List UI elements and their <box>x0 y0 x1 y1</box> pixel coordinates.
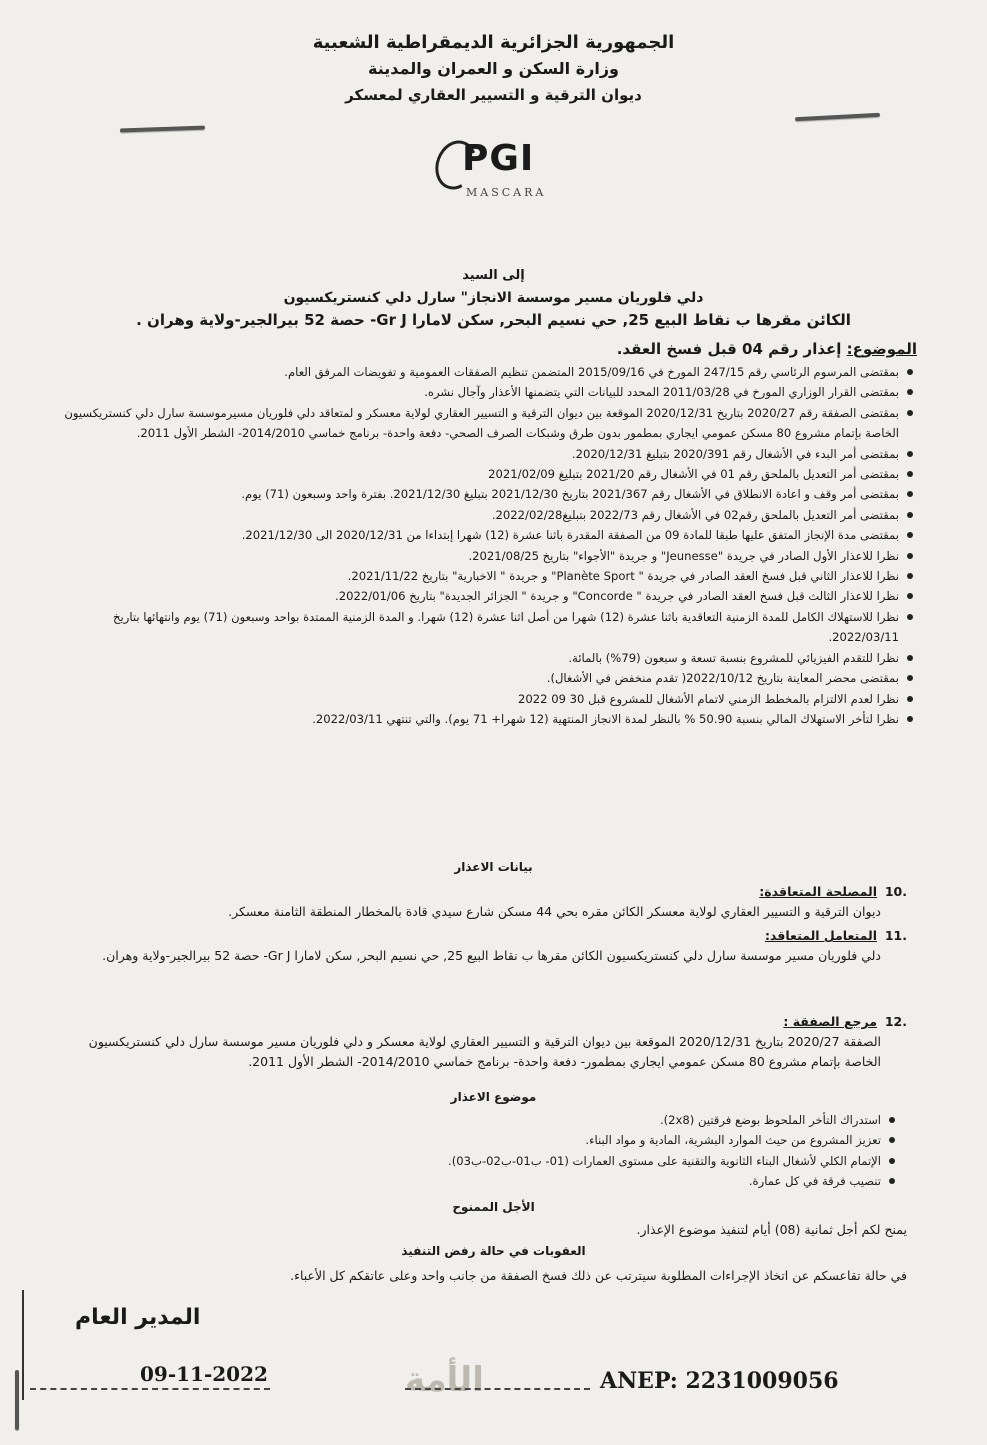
list-item: نظرا للاستهلاك الكامل للمدة الزمنية التعاقدية باثنا عشرة (12) شهرا من أصل اثنا عشرة (12) شهرا. و المدة الزمنية الممتدة بواحد وسبعون (71) يوم وانتهائها بتاريخ 2022/03/11. <box>55 607 915 648</box>
list-item: بمقتضى الصفقة رقم 2020/27 بتاريخ 2020/12/31 الموقعة بين ديوان الترقية و التسيير العقاري لولاية معسكر و لمتعاقد دلي فلوريان مسيرموسسة سارل دلي كنستريكسيون الخاصة بإتمام مشروع 80 مسكن عمومي ايجاري بمطمور بدون طرق وشبكات الصرف الصحي- دفعة واحدة- برنامج خماسي 2014/2010- الشطر الأول 2011. <box>55 403 915 444</box>
section-title: المتعامل المتعاقد: <box>764 928 878 943</box>
penalty-title: العقوبات في حالة رفض التنفيذ <box>401 1244 586 1258</box>
notice-data-title: بيانات الاعذار <box>454 860 533 874</box>
section-contractor <box>57 926 907 966</box>
addressee-block <box>20 265 967 331</box>
signature-title: المدير العام <box>75 1305 201 1330</box>
notice-subject-title: موضوع الاعذار <box>450 1090 537 1104</box>
list-item: بمقتضى أمر التعديل بالملحق رقم02 في الأشغال رقم 2022/73 بتبليغ2022/02/28. <box>55 505 915 525</box>
list-item: تعزيز المشروع من حيث الموارد البشرية، المادية و مواد البناء. <box>77 1130 897 1150</box>
staple-top-right <box>795 113 880 121</box>
section-number: 11. <box>884 928 907 943</box>
anep-number: ANEP: 2231009056 <box>600 1368 839 1394</box>
list-item: بمقتضى أمر التعديل بالملحق رقم 01 في الأشغال رقم 2021/20 بتبليغ 2021/02/09 <box>55 464 915 484</box>
list-item: نظرا لعدم الالتزام بالمخطط الزمني لاتمام الأشغال للمشروع قبل 30 09 2022 <box>55 689 915 709</box>
list-item: استدراك التأخر الملحوظ بوضع فرقتين (2x8). <box>77 1110 897 1130</box>
margin-rule <box>22 1290 24 1400</box>
footer-date: 09-11-2022 <box>140 1362 268 1386</box>
staple-top-left <box>120 126 205 133</box>
section-title: مرجع الصفقة : <box>783 1014 878 1029</box>
subject-label: الموضوع: <box>846 340 917 358</box>
section-number: 12. <box>884 1014 907 1029</box>
deadline-text: يمنح لكم أجل ثمانية (08) أيام لتنفيذ موضوع الإعذار. <box>636 1222 907 1237</box>
letterhead <box>0 30 987 108</box>
list-item: بمقتضى أمر وقف و اعادة الانطلاق في الأشغال رقم 2021/367 بتاريخ 2021/12/30 بتبليغ 2021/12/30. بفترة واحد وسبعون (71) يوم. <box>55 484 915 504</box>
office-title: ديوان الترقية و التسيير العقاري لمعسكر <box>345 86 642 104</box>
section-contract-ref <box>57 1012 907 1072</box>
staple-bottom-left <box>15 1370 19 1430</box>
list-item: بمقتضى أمر البدء في الأشغال رقم 2020/391 بتبليغ 2020/12/31. <box>55 444 915 464</box>
subject-text: إعذار رقم 04 قبل فسخ العقد. <box>616 340 847 358</box>
opgi-logo <box>430 138 600 208</box>
section-body: دلي فلوريان مسير موسسة سارل دلي كنستريكسيون الكائن مقرها ب نقاط البيع 25, حي نسيم البحر, سكن لامارا Gr J- حصة 52 بيرالجير-ولاية وهران. <box>102 948 881 963</box>
addressee-name: دلي فلوريان مسير موسسة الانجاز" سارل دلي كنستريكسيون <box>283 290 704 306</box>
list-item: بمقتضى المرسوم الرئاسي رقم 247/15 المورخ في 2015/09/16 المتضمن تنظيم الصفقات العمومية و تفويضات المرفق العام. <box>55 362 915 382</box>
footer-dashed-line-right <box>405 1388 590 1390</box>
list-item: بمقتضى القرار الوزاري المورخ في 2011/03/28 المحدد للبيانات التي يتضمنها الأعذار وآجال نشره. <box>55 382 915 402</box>
list-item: بمقتضى محضر المعاينة بتاريخ 2022/10/12( تقدم منخفض في الأشغال). <box>55 668 915 688</box>
list-item: نظرا للاعذار الأول الصادر في جريدة "Jeunesse" و جريدة "الأجواء" بتاريخ 2021/08/25. <box>55 546 915 566</box>
republic-title: الجمهورية الجزائرية الديمقراطية الشعبية <box>312 32 675 53</box>
notice-subject-list <box>77 1110 897 1192</box>
penalty-text: في حالة تقاعسكم عن اتخاذ الإجراءات المطلوبة سيترتب عن ذلك فسخ الصفقة من جانب واحد وعلى عاتقكم كل الأعباء. <box>290 1268 907 1283</box>
section-number: 10. <box>884 884 907 899</box>
list-item: نظرا للاعذار الثاني قبل فسخ العقد الصادر في جريدة " Planète Sport" و جريدة " الاخبارية" بتاريخ 2021/11/22. <box>55 566 915 586</box>
section-contracting-service <box>57 882 907 922</box>
ministry-title: وزارة السكن و العمران والمدينة <box>368 59 619 78</box>
list-item: نظرا للاعذار الثالث قبل فسخ العقد الصادر في جريدة " Concorde" و جريدة " الجزائر الجديدة" بتاريخ 2022/01/06. <box>55 586 915 606</box>
list-item: الإتمام الكلي لأشغال البناء الثانوية والتقنية على مستوى العمارات (01- ب01-ب02-ب03). <box>77 1151 897 1171</box>
list-item: تنصيب فرقة في كل عمارة. <box>77 1171 897 1191</box>
deadline-title: الأجل الممنوح <box>452 1200 535 1214</box>
addressee-to: إلى السيد <box>462 268 525 283</box>
section-body: الصفقة 2020/27 بتاريخ 2020/12/31 الموقعة بين ديوان الترقية و التسيير العقاري لولاية معسكر و دلي فلوريان مسير موسسة سارل دلي كنستريكسيون الخاصة بإتمام مشروع 80 مسكن عمومي ايجاري بمطمور- دفعة واحدة- برنامج خماسي 2014/2010- الشطر الأول 2011. <box>88 1034 881 1069</box>
logo-subtext: MASCARA <box>466 186 547 199</box>
list-item: نظرا لتأخر الاستهلاك المالي بنسبة 50.90 % بالنظر لمدة الانجاز المنتهية (12 شهرا+ 71 يوم). والتي تنتهي 2022/03/11. <box>55 709 915 729</box>
addressee-location: الكائن مقرها ب نقاط البيع 25, حي نسيم البحر, سكن لامارا Gr J- حصة 52 بيرالجير-ولاية وهران . <box>136 311 851 329</box>
subject-line <box>60 340 917 358</box>
section-body: ديوان الترقية و التسيير العقاري لولاية معسكر الكائن مقره بحي 44 مسكن شارع سيدي قادة بالمخطار المنطقة الثامنة معسكر. <box>228 904 881 919</box>
newspaper-masthead: الأمة <box>405 1360 484 1400</box>
considerations-list <box>55 362 915 729</box>
list-item: بمقتضى مدة الإنجاز المتفق عليها طبقا للمادة 09 من الصفقة المقدرة باثنا عشرة (12) شهرا إبتداءا من 2020/12/31 الى 2021/12/30. <box>55 525 915 545</box>
section-title: المصلحة المتعاقدة: <box>759 884 878 899</box>
footer-dashed-line-left <box>30 1388 270 1390</box>
logo-text: PGI <box>462 138 535 179</box>
list-item: نظرا للتقدم الفيزيائي للمشروع بنسبة تسعة و سبعون (79%) بالمائة. <box>55 648 915 668</box>
